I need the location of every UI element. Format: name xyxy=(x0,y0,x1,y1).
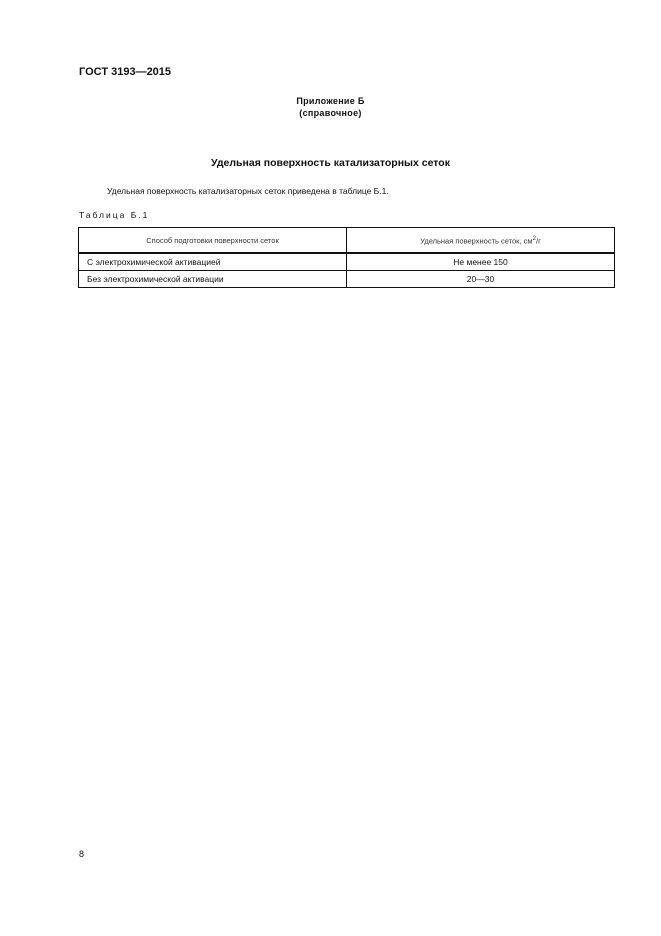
table-caption: Таблица Б.1 xyxy=(79,210,150,220)
page-number: 8 xyxy=(79,849,85,859)
table-header-row xyxy=(79,228,615,254)
section-title: Удельная поверхность катализаторных сеток xyxy=(211,157,450,169)
annex-label: Приложение Б xyxy=(296,96,365,106)
cell-method: С электрохимической активацией xyxy=(79,253,347,271)
intro-paragraph: Удельная поверхность катализаторных сеток приведена в таблице Б.1. xyxy=(107,186,389,196)
header-text: Удельная поверхность сеток, см xyxy=(420,236,533,246)
cell-method: Без электрохимической активации xyxy=(79,271,347,288)
unit-text: /г xyxy=(536,236,541,246)
column-header-method: Способ подготовки поверхности сеток xyxy=(79,228,347,254)
cell-value: Не менее 150 xyxy=(347,253,615,271)
table-row xyxy=(79,271,615,288)
document-id: ГОСТ 3193—2015 xyxy=(79,66,172,78)
superscript: 2 xyxy=(532,234,537,242)
cell-value: 20—30 xyxy=(347,271,615,288)
column-header-surface xyxy=(347,228,615,254)
annex-type: (справочное) xyxy=(299,108,362,118)
table-row xyxy=(79,253,615,271)
data-table xyxy=(78,227,615,288)
